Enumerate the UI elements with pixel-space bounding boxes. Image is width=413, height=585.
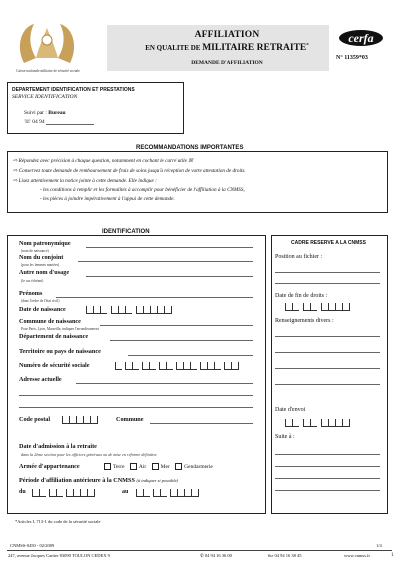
- renseignements-line[interactable]: [275, 336, 380, 337]
- commune-label: Commune de naissance: [19, 318, 81, 325]
- departement-field[interactable]: [110, 340, 253, 341]
- commune-hint: Pour Paris, Lyon, Marseille, indiquer l'arrondissement: [21, 327, 99, 331]
- prenoms-field[interactable]: [56, 297, 253, 298]
- secu-label: Numéro de sécurité sociale: [19, 362, 90, 369]
- conjoint-hint: (pour les femmes mariées): [21, 263, 60, 267]
- autre-nom-hint: (le cas échéant): [21, 279, 44, 283]
- checkbox[interactable]: [175, 463, 182, 470]
- armee-label: Armée d'appartenance: [19, 463, 80, 470]
- footnote: *Articles L 713-1 du code de la sécurité sociale: [15, 519, 101, 524]
- position-line[interactable]: [275, 283, 380, 284]
- reco-item: - les pièces à joindre impérativement à l'appui de cette demande.: [40, 196, 175, 202]
- suite-line[interactable]: [275, 466, 380, 467]
- autre-nom-label: Autre nom d'usage: [19, 269, 70, 276]
- suivi-par: Suivi par : Bureau: [24, 110, 66, 116]
- suite-line[interactable]: [275, 454, 380, 455]
- footer-phone: ✆ 04 94 16 36 00: [200, 553, 232, 558]
- reco-item: ⇨ Conservez toute demande de remboursement de frais de soins jusqu'à réception de votre attestation de droits.: [13, 168, 246, 174]
- renseignements-line[interactable]: [275, 368, 380, 369]
- au-field[interactable]: [136, 489, 199, 497]
- adresse-label: Adresse actuelle: [19, 376, 62, 383]
- date-admission-hint: dans la 2ème section pour les officiers généraux ou de mise en réforme définitive: [21, 452, 157, 457]
- conjoint-label: Nom du conjoint: [19, 254, 64, 261]
- armee-options: Terre Air Mer Gendarmerie: [100, 463, 213, 470]
- adresse-line[interactable]: [19, 407, 253, 408]
- date-envoi-field[interactable]: [285, 419, 350, 427]
- date-fin-field[interactable]: [285, 303, 350, 311]
- department-name: DEPARTEMENT IDENTIFICATION ET PRESTATIONS: [12, 87, 135, 93]
- logo-caption: Caisse nationale militaire de sécurité sociale: [16, 69, 80, 73]
- page-title: AFFILIATION: [194, 30, 260, 40]
- suite-line[interactable]: [275, 478, 380, 479]
- footer-website[interactable]: www.cnmss.fr: [344, 553, 370, 558]
- checkbox[interactable]: [152, 463, 159, 470]
- renseignements-label: Renseignements divers :: [275, 318, 334, 324]
- reco-item: ⇨ Répondez avec précision à chaque question, notamment en cochant le carré utile ☒: [13, 158, 193, 164]
- service-name: SERVICE IDENTIFICATION: [12, 94, 78, 100]
- recommendations-title: RECOMMANDATIONS IMPORTANTES: [130, 145, 249, 151]
- commune2-field[interactable]: [150, 423, 253, 424]
- territoire-field[interactable]: [128, 355, 253, 356]
- footer-address: 247, avenue Jacques Cartier 83090 TOULON CEDEX 9: [8, 553, 110, 558]
- conjoint-field[interactable]: [78, 261, 253, 262]
- prenoms-label: Prénoms: [19, 290, 43, 297]
- adresse-line[interactable]: [19, 395, 253, 396]
- departement-label: Département de naissance: [19, 333, 89, 340]
- date-naissance-field[interactable]: [86, 306, 172, 314]
- phone-line: ☏ 04 94: [24, 119, 94, 125]
- reco-item: - les conditions à remplir et les formalités à accomplir pour bénéficier de l'affiliation à la CNMSS,: [40, 187, 245, 193]
- cnmss-reserved-box: [271, 235, 388, 514]
- cnmss-reserved-title: CADRE RESERVE A LA CNMSS: [291, 240, 366, 246]
- nom-label: Nom patronymique: [19, 240, 71, 247]
- commune-field[interactable]: [100, 325, 253, 326]
- page-count: 1/4: [376, 543, 382, 548]
- reco-item: ⇨ Lisez attentivement la notice jointe à cette demande. Elle indique :: [13, 178, 157, 184]
- renseignements-line[interactable]: [275, 384, 380, 385]
- au-label: au: [122, 489, 129, 495]
- identification-title: IDENTIFICATION: [97, 229, 155, 235]
- footer-fax: ℻ 04 94 16 38 45: [268, 553, 302, 558]
- du-field[interactable]: [32, 489, 95, 497]
- position-label: Position au fichier :: [275, 254, 323, 260]
- cerfa-logo: cerfa: [339, 30, 383, 46]
- suite-label: Suite à :: [275, 434, 295, 440]
- renseignements-line[interactable]: [275, 352, 380, 353]
- position-line[interactable]: [275, 272, 380, 273]
- territoire-label: Territoire ou pays de naissance: [19, 348, 101, 355]
- checkbox[interactable]: [130, 463, 137, 470]
- autre-nom-field[interactable]: [86, 276, 253, 277]
- date-envoi-label: Date d'envoi: [275, 407, 306, 413]
- cnmss-logo: [14, 18, 80, 68]
- adresse-line[interactable]: [76, 383, 253, 384]
- prenoms-hint: (dans l'ordre de l'état civil): [21, 299, 60, 303]
- commune2-label: Commune: [116, 416, 144, 423]
- suite-line[interactable]: [275, 490, 380, 491]
- date-fin-label: Date de fin de droits :: [275, 293, 328, 299]
- date-naissance-label: Date de naissance: [19, 306, 66, 313]
- footer-divider: [7, 550, 392, 551]
- code-postal-label: Code postal: [19, 416, 51, 423]
- secu-field[interactable]: [115, 362, 239, 370]
- checkbox[interactable]: [104, 463, 111, 470]
- periode-label: Période d'affiliation antérieure à la CNMSS (à indiquer si possible): [19, 477, 179, 484]
- du-label: du: [19, 489, 26, 495]
- form-type: DEMANDE D'AFFILIATION: [191, 60, 263, 66]
- cerfa-number: N° 11359*03: [336, 55, 368, 61]
- date-admission-label: Date d'admission à la retraite: [19, 443, 97, 450]
- page-number: 1: [391, 553, 394, 558]
- page-subtitle: EN QUALITE DE MILITAIRE RETRAITE*: [145, 43, 309, 53]
- nom-field[interactable]: [86, 247, 253, 248]
- nom-hint: (nom de naissance): [21, 249, 49, 253]
- code-postal-field[interactable]: [62, 416, 98, 424]
- form-reference: CNMSS-0450 - 02/2009: [10, 543, 55, 548]
